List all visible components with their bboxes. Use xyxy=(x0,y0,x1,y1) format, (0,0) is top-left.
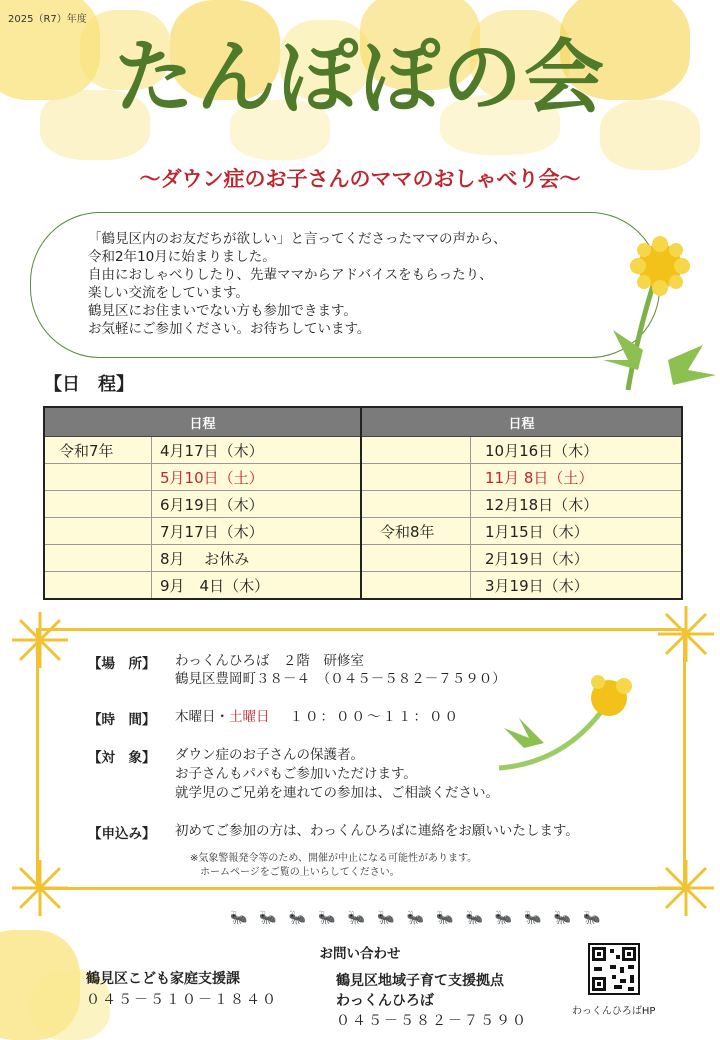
era-cell xyxy=(361,437,471,464)
era-cell xyxy=(361,545,471,572)
table-row xyxy=(44,518,682,545)
qr-caption: わっくんひろばHP xyxy=(572,1006,656,1017)
date-cell: 7月17日（木） xyxy=(152,518,362,545)
intro-line: お気軽にご参加ください。お待ちしています。 xyxy=(88,321,371,337)
target-line: ダウン症のお子さんの保護者。 xyxy=(175,747,364,763)
contact-tel-1: ０４５－５１０－１８４０ xyxy=(86,992,278,1008)
intro-text xyxy=(88,230,507,338)
table-header-left: 日程 xyxy=(44,407,361,437)
era-cell xyxy=(44,464,152,491)
era-cell xyxy=(361,572,471,600)
target-line: 就学児のご兄弟を連れての参加は、ご相談ください。 xyxy=(175,785,499,801)
target-label: 【対 象】 xyxy=(88,750,156,766)
date-cell: 2月19日（木） xyxy=(471,545,683,572)
dandelion-sprout-icon xyxy=(494,668,644,778)
apply-text: 初めてご参加の方は、わっくんひろばに連絡をお願いいたします。 xyxy=(175,823,579,839)
cancellation-note: ※気象警報発令等のため、開催が中止になる可能性があります。 xyxy=(190,853,478,864)
table-row xyxy=(44,437,682,464)
intro-line: 令和2年10月に始まりました。 xyxy=(88,249,276,265)
date-cell: 4月17日（木） xyxy=(152,437,362,464)
contact-tel-2: ０４５－５８２－７５９０ xyxy=(336,1013,528,1029)
place-name: わっくんひろば ２階 研修室 xyxy=(175,653,364,669)
place-label: 【場 所】 xyxy=(88,656,156,672)
time-label: 【時 間】 xyxy=(88,712,156,728)
fiscal-year-label: 2025（R7）年度 xyxy=(8,14,87,25)
target-line: お子さんもパパもご参加いただけます。 xyxy=(175,766,417,782)
page-title: たんぽぽの会 xyxy=(114,31,606,124)
era-cell: 令和8年 xyxy=(361,518,471,545)
table-header-right: 日程 xyxy=(361,407,682,437)
intro-line: 楽しい交流をしています。 xyxy=(88,285,249,301)
contact-org-2: 鶴見区地域子育て支援拠点 xyxy=(336,973,504,989)
date-cell: 8月 お休み xyxy=(152,545,362,572)
cancellation-note: ホームページをご覧の上いらしてください。 xyxy=(200,867,400,878)
era-cell xyxy=(44,572,152,600)
contact-heading: お問い合わせ xyxy=(319,946,401,962)
date-cell: 6月19日（木） xyxy=(152,491,362,518)
dandelion-flower-icon xyxy=(598,230,718,400)
dandelion-frame-corner-icon xyxy=(656,604,716,664)
intro-line: 鶴見区にお住まいでない方も参加できます。 xyxy=(88,303,357,319)
qr-code-icon[interactable] xyxy=(588,943,640,995)
date-cell: 3月19日（木） xyxy=(471,572,683,600)
date-cell: 9月 4日（木） xyxy=(152,572,362,600)
table-row xyxy=(44,491,682,518)
date-cell: 1月15日（木） xyxy=(471,518,683,545)
intro-line: 「鶴見区内のお友だちが欲しい」と言ってくださったママの声から、 xyxy=(88,231,507,247)
contact-org-2-name: わっくんひろば xyxy=(336,993,434,1009)
date-cell: 12月18日（木） xyxy=(471,491,683,518)
table-row xyxy=(44,464,682,491)
dandelion-frame-corner-icon xyxy=(10,610,70,670)
era-cell xyxy=(44,491,152,518)
date-cell: 10月16日（木） xyxy=(471,437,683,464)
place-address: 鶴見区豊岡町３８－４ （０４５－５８２－７５９０） xyxy=(175,671,506,687)
page-subtitle: ～ダウン症のお子さんのママのおしゃべり会～ xyxy=(139,167,581,191)
table-header-row xyxy=(44,407,682,437)
schedule-section-title: 【日 程】 xyxy=(44,374,134,395)
schedule-table xyxy=(43,406,683,600)
ants-decoration-icon: 🐜🐜🐜🐜🐜🐜🐜🐜🐜🐜🐜🐜🐜 xyxy=(230,910,613,926)
time-saturday: 土曜日 xyxy=(229,709,270,725)
era-cell xyxy=(361,491,471,518)
time-range: １０：００～１１：００ xyxy=(289,709,460,725)
table-row xyxy=(44,545,682,572)
intro-line: 自由におしゃべりしたり、先輩ママからアドバイスをもらったり、 xyxy=(88,267,493,283)
era-cell xyxy=(44,545,152,572)
era-cell: 令和7年 xyxy=(44,437,152,464)
apply-label: 【申込み】 xyxy=(88,826,156,842)
time-value xyxy=(175,708,460,726)
saturday-date-cell: 11月 8日（土） xyxy=(471,464,683,491)
saturday-date-cell: 5月10日（土） xyxy=(152,464,362,491)
contact-org-1: 鶴見区こども家庭支援課 xyxy=(86,971,240,987)
era-cell xyxy=(44,518,152,545)
era-cell xyxy=(361,464,471,491)
dandelion-frame-corner-icon xyxy=(10,858,70,918)
table-row xyxy=(44,572,682,600)
time-weekday: 木曜日・ xyxy=(175,709,229,725)
dandelion-frame-corner-icon xyxy=(656,858,716,918)
